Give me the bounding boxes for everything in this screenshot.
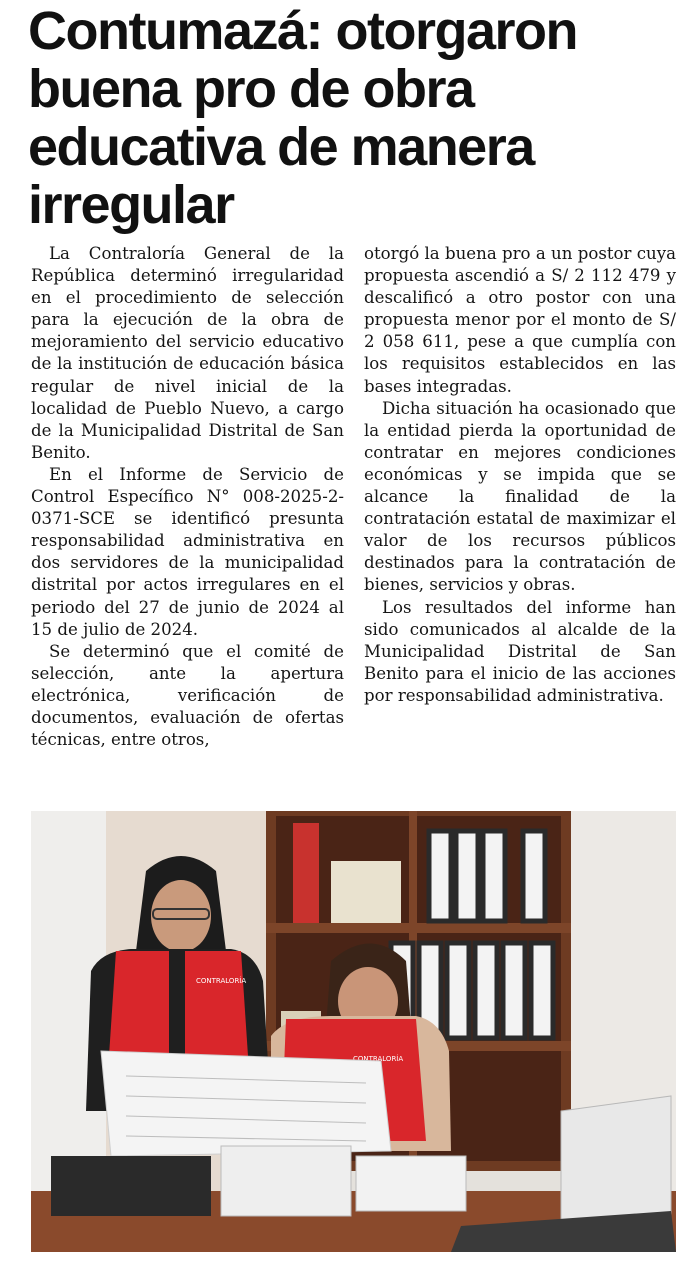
paragraph: Los resultados del informe han sido comunicados al alcalde de la Municipalidad Distrital de San Benito para el inicio de las acciones por responsabilidad administrativa. (364, 597, 676, 705)
article-column-left (31, 243, 344, 751)
photo-illustration (31, 811, 676, 1252)
article-photo (31, 811, 676, 1252)
vest-logo-text: CONTRALORÍA (353, 1055, 404, 1063)
article-column-right (364, 243, 676, 707)
paragraph: La Contraloría General de la República determinó irregularidad en el procedimiento de selección para la ejecución de la obra de mejoramiento del servicio educativo de la institución de educación básica regular de nivel inicial de la localidad de Pueblo Nuevo, a cargo de la Municipalidad Distrital de San Benito. (31, 244, 344, 462)
paragraph: Dicha situación ha ocasionado que la entidad pierda la oportunidad de contratar en mejores condiciones económicas y se impida que se alcance la finalidad de la contratación estatal de maximizar el valor de los recursos públicos destinados para la contratación de bienes, servicios y obras. (364, 398, 676, 595)
vest-logo-text: CONTRALORÍA (196, 977, 247, 985)
paper-stack-desk (356, 1156, 466, 1211)
paragraph: En el Informe de Servicio de Control Específico N° 008-2025-2-0371-SCE se identificó presunta responsabilidad administrativa en dos servidores de la municipalidad distrital por actos irregulares en el periodo del 27 de junio de 2024 al 15 de julio de 2024. (31, 464, 344, 639)
paper-stack (331, 861, 401, 923)
headline: Contumazá: otorgaron buena pro de obra educativa de manera irregular (28, 1, 577, 235)
red-binder (293, 823, 319, 923)
paragraph-continued: otorgó la buena pro a un postor cuya propuesta ascendió a S/ 2 112 479 y descalificó a otro postor con una propuesta menor por el monto de S/ 2 058 611, pese a que cumplía con los requisitos establecidos en las bases integradas. (364, 244, 676, 396)
documents-on-desk (221, 1146, 351, 1216)
binder-on-desk (51, 1156, 211, 1216)
binders-top (429, 831, 545, 921)
paragraph: Se determinó que el comité de selección, ante la apertura electrónica, verificación de documentos, evaluación de ofertas técnicas, entre otros, (31, 641, 344, 750)
